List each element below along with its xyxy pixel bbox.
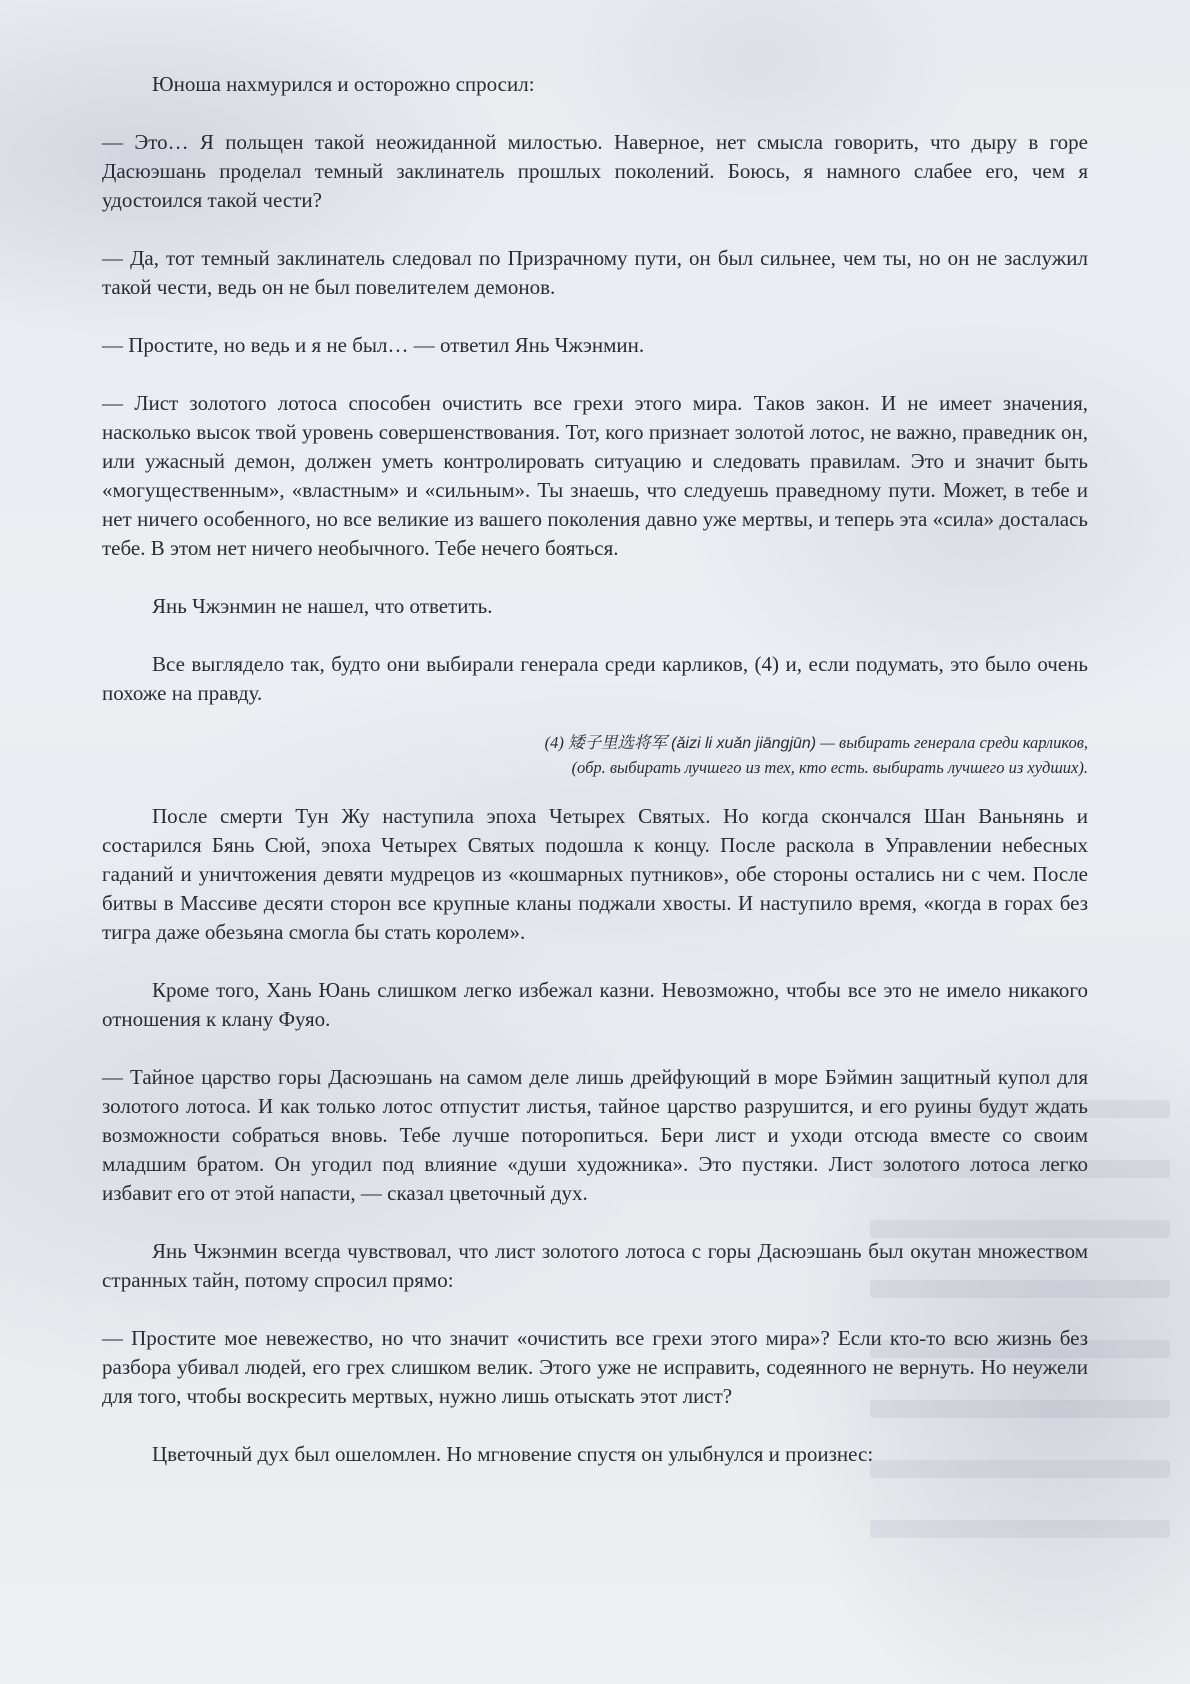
paragraph: Юноша нахмурился и осторожно спросил: <box>152 72 535 96</box>
paragraph: — Это… Я польщен такой неожиданной милостью. Наверное, нет смысла говорить, что дыру в горе Дасюэшань проделал темный заклинатель прошлых поколений. Боюсь, я намного слабее его, чем я удостоился такой чести? <box>102 130 1088 212</box>
footnote-pinyin: (ǎizi li xuǎn jiāngjūn) <box>671 735 817 752</box>
footnote <box>102 731 1088 780</box>
paragraph: Цветочный дух был ошеломлен. Но мгновение спустя он улыбнулся и произнес: <box>152 1442 874 1466</box>
paragraph: — Да, тот темный заклинатель следовал по Призрачному пути, он был сильнее, чем ты, но он не заслужил такой чести, ведь он не был повелителем демонов. <box>102 246 1088 299</box>
footnote-hanzi: (4) 矮子里选将军 <box>544 733 668 752</box>
footnote-definition: — выбирать генерала среди карликов, <box>820 733 1088 752</box>
paragraph: Все выглядело так, будто они выбирали генерала среди карликов, (4) и, если подумать, это было очень похоже на правду. <box>102 652 1088 705</box>
footnote-line-1 <box>102 731 1088 756</box>
document-body <box>102 70 1088 1498</box>
paragraph: После смерти Тун Жу наступила эпоха Четырех Святых. Но когда скончался Шан Ваньнянь и состарился Бянь Сюй, эпоха Четырех Святых подошла к концу. После раскола в Управлении небесных гаданий и уничтожения девяти мудрецов из «кошмарных путников», обе стороны остались ни с чем. После битвы в Массиве десяти сторон все крупные кланы поджали хвосты. И наступило время, «когда в горах без тигра даже обезьяна смогла бы стать королем». <box>102 804 1088 944</box>
paragraph: — Простите мое невежество, но что значит «очистить все грехи этого мира»? Если кто-то всю жизнь без разбора убивал людей, его грех слишком велик. Этого уже не исправить, содеянного не вернуть. Но неужели для того, чтобы воскресить мертвых, нужно лишь отыскать этот лист? <box>102 1326 1088 1408</box>
paragraph: Янь Чжэнмин всегда чувствовал, что лист золотого лотоса с горы Дасюэшань был окутан множеством странных тайн, потому спросил прямо: <box>102 1239 1088 1292</box>
paragraph: Кроме того, Хань Юань слишком легко избежал казни. Невозможно, чтобы все это не имело никакого отношения к клану Фуяо. <box>102 978 1088 1031</box>
paragraph: — Лист золотого лотоса способен очистить все грехи этого мира. Таков закон. И не имеет значения, насколько высок твой уровень совершенствования. Тот, кого признает золотой лотос, не важно, праведник он, или ужасный демон, должен уметь контролировать ситуацию и следовать правилам. Это и значит быть «могущественным», «властным» и «сильным». Ты знаешь, что следуешь праведному пути. Может, в тебе и нет ничего особенного, но все великие из вашего поколения давно уже мертвы, и теперь эта «сила» досталась тебе. В этом нет ничего необычного. Тебе нечего бояться. <box>102 391 1088 560</box>
footnote-line-2: (обр. выбирать лучшего из тех, кто есть. выбирать лучшего из худших). <box>571 758 1088 777</box>
wash-texture <box>870 1520 1170 1538</box>
paragraph: Янь Чжэнмин не нашел, что ответить. <box>152 594 493 618</box>
paragraph: — Тайное царство горы Дасюэшань на самом деле лишь дрейфующий в море Бэймин защитный купол для золотого лотоса. И как только лотос отпустит листья, тайное царство разрушится, и его руины будут ждать возможности собраться вновь. Тебе лучше поторопиться. Бери лист и уходи отсюда вместе со своим младшим братом. Он угодил под влияние «души художника». Это пустяки. Лист золотого лотоса легко избавит его от этой напасти, — сказал цветочный дух. <box>102 1065 1088 1205</box>
paragraph: — Простите, но ведь и я не был… — ответил Янь Чжэнмин. <box>102 333 645 357</box>
